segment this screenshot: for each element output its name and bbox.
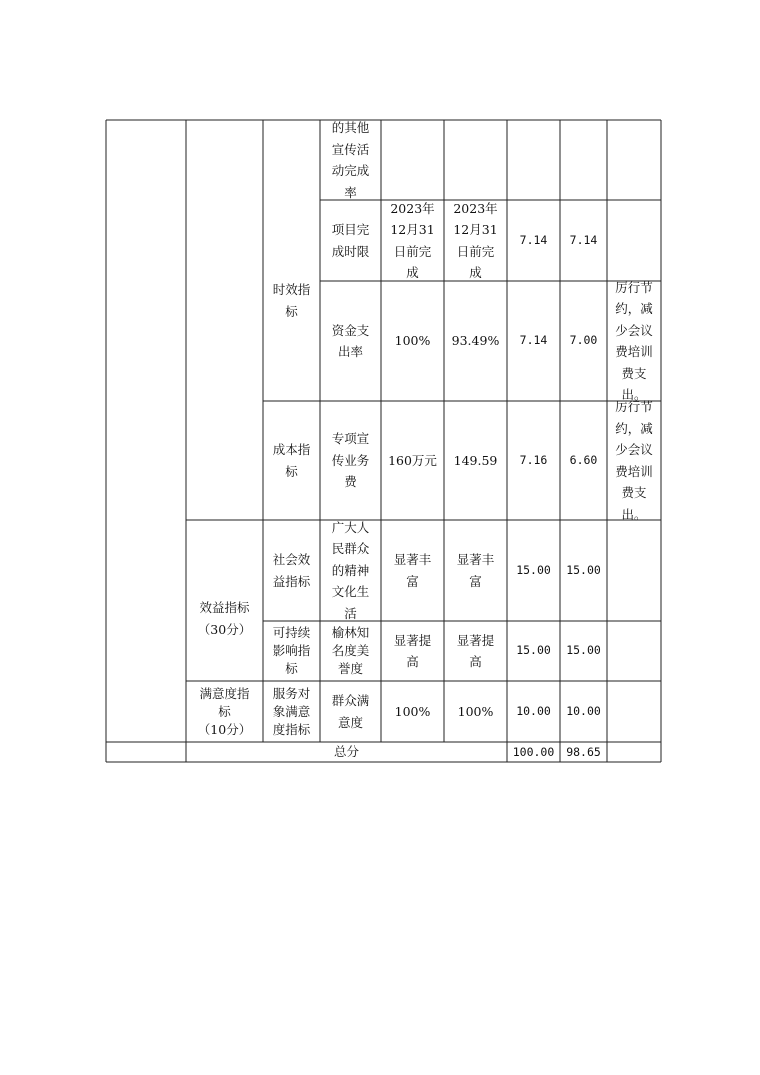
weight-cell	[507, 200, 560, 281]
score-text: 15.00	[566, 562, 601, 577]
content-text: 广大人 民群众 的精神 文化生 活	[331, 519, 370, 621]
content-cell	[320, 401, 381, 520]
actual-text: 149.59	[453, 452, 498, 468]
indicator-cell	[263, 681, 320, 742]
content-text: 资金支 出率	[331, 322, 370, 359]
actual-cell	[444, 200, 507, 281]
actual-text: 100%	[457, 703, 494, 719]
weight-cell	[507, 681, 560, 742]
target-cell	[381, 281, 444, 401]
score-cell	[560, 621, 607, 681]
target-cell	[381, 621, 444, 681]
score-cell	[560, 401, 607, 520]
category-text: 满意度指 标 （10分）	[197, 685, 252, 737]
actual-cell	[444, 681, 507, 742]
total-weight-cell	[507, 742, 560, 762]
actual-cell	[444, 401, 507, 520]
score-text: 7.00	[569, 333, 598, 348]
target-cell	[381, 520, 444, 621]
indicator-text: 时效指 标	[272, 282, 311, 319]
total-label: 总分	[333, 744, 359, 759]
indicator-text: 成本指 标	[272, 442, 311, 479]
content-cell	[320, 681, 381, 742]
weight-text: 7.16	[519, 452, 548, 467]
actual-text: 93.49%	[451, 333, 500, 349]
score-text: 6.60	[569, 452, 598, 467]
score-cell	[560, 681, 607, 742]
weight-cell	[507, 401, 560, 520]
weight-text: 15.00	[516, 643, 551, 658]
target-text: 100%	[394, 333, 431, 349]
weight-cell	[507, 281, 560, 401]
actual-cell	[444, 281, 507, 401]
content-cell	[320, 200, 381, 281]
target-cell	[381, 681, 444, 742]
target-text: 显著提 高	[393, 632, 432, 669]
category-cell	[186, 520, 263, 681]
content-cell	[320, 520, 381, 621]
actual-text: 显著提 高	[456, 632, 495, 669]
total-score-cell	[560, 742, 607, 762]
content-text: 群众满 意度	[331, 693, 370, 730]
content-cell	[320, 281, 381, 401]
score-cell	[560, 520, 607, 621]
indicator-cell	[263, 621, 320, 681]
category-cell	[186, 681, 263, 742]
indicator-cell	[263, 200, 320, 401]
content-text: 项目完 成时限	[331, 222, 370, 259]
target-text: 160万元	[388, 452, 437, 468]
target-text: 100%	[394, 703, 431, 719]
score-cell	[560, 281, 607, 401]
note-text: 厉行节 约，减 少会议 费培训 费支 出。	[615, 279, 653, 402]
indicator-cell	[263, 401, 320, 520]
weight-cell	[507, 621, 560, 681]
note-text: 厉行节 约，减 少会议 费培训 费支 出。	[615, 399, 653, 522]
indicator-cell	[263, 520, 320, 621]
content-text: 榆林知 名度美 誉度	[331, 625, 370, 676]
indicator-text: 服务对 象满意 度指标	[272, 685, 311, 737]
weight-cell	[507, 520, 560, 621]
score-cell	[560, 200, 607, 281]
weight-text: 15.00	[516, 562, 551, 577]
weight-text: 7.14	[519, 333, 548, 348]
content-text: 专项宣 传业务 费	[331, 431, 370, 490]
total-weight: 100.00	[512, 745, 555, 759]
content-cell	[320, 621, 381, 681]
actual-text: 显著丰 富	[456, 552, 495, 589]
actual-text: 2023年 12月31 日前完 成	[453, 200, 498, 280]
weight-text: 7.14	[519, 232, 548, 247]
indicator-text: 可持续 影响指 标	[272, 625, 311, 676]
note-cell	[607, 401, 661, 520]
content-cell: 的其他 宣传活 动完成 率	[331, 120, 370, 200]
target-text: 2023年 12月31 日前完 成	[390, 200, 435, 280]
table-row	[320, 120, 381, 200]
weight-text: 10.00	[516, 703, 551, 718]
indicator-text: 社会效 益指标	[272, 552, 311, 589]
actual-cell	[444, 520, 507, 621]
score-text: 10.00	[566, 703, 601, 718]
target-cell	[381, 200, 444, 281]
target-text: 显著丰 富	[393, 552, 432, 589]
category-text: 效益指标 （30分）	[197, 600, 252, 637]
total-label-cell	[186, 742, 507, 762]
target-cell	[381, 401, 444, 520]
score-text: 7.14	[569, 232, 598, 247]
total-score: 98.65	[566, 745, 601, 759]
actual-cell	[444, 621, 507, 681]
score-text: 15.00	[566, 643, 601, 658]
note-cell	[607, 281, 661, 401]
